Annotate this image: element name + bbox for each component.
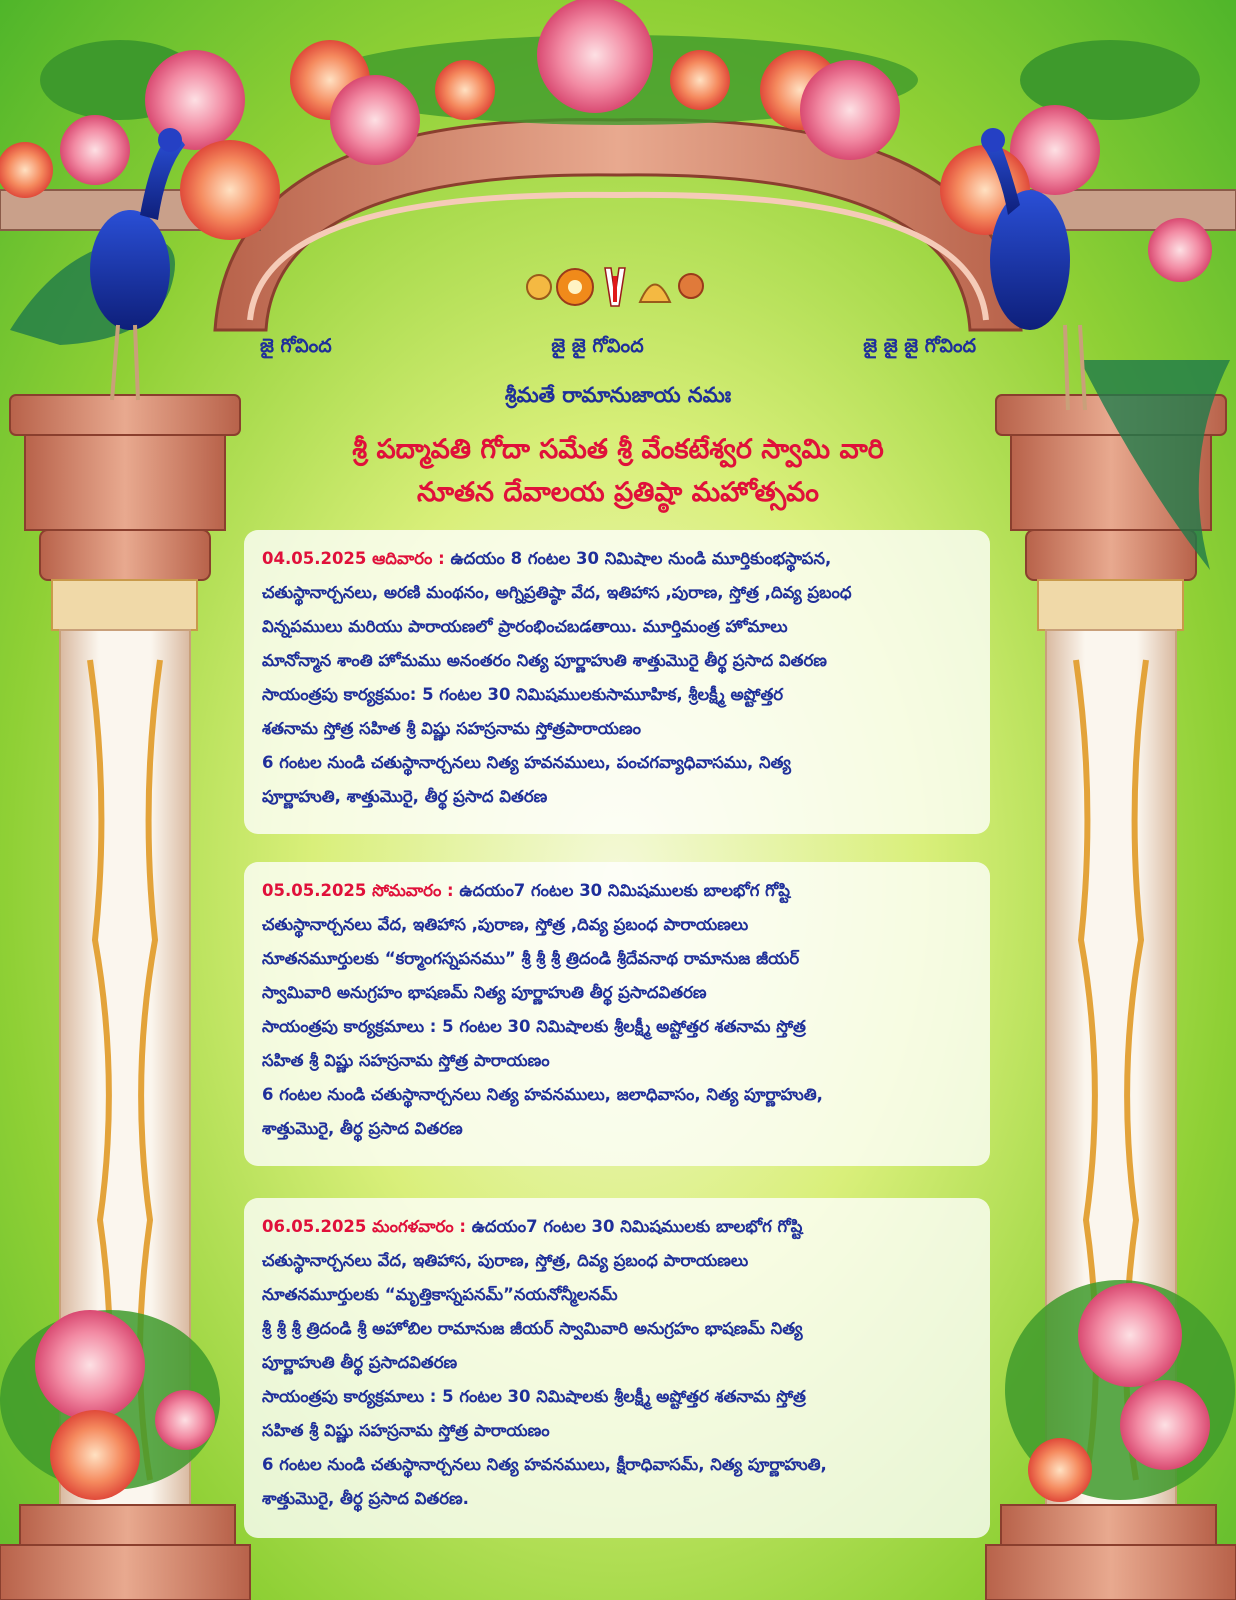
schedule-line: స్వామివారి అనుగ్రహం భాషణమ్ నిత్య పూర్ణాహుతి తీర్థ ప్రసాదవితరణ [262,983,707,1002]
schedule-line: చతుస్థానార్చనలు వేద, ఇతిహాస, పురాణ, స్తోత్ర, దివ్య ప్రబంధ పారాయణలు [262,1251,749,1270]
chant-3: జై జై జై గోవింద [863,335,976,357]
schedule-line: విన్నపములు మరియు పారాయణలో ప్రారంభించబడతాయి. మూర్తిమంత్ర హోమాలు [262,617,788,636]
schedule-line: 04.05.2025 ఆదివారం : ఉదయం 8 గంటల 30 నిమిషాల నుండి మూర్తికుంభస్థాపన, [262,549,832,568]
schedule-panel-day-1 [244,530,990,834]
event-title [0,428,1236,514]
schedule-line: చతుస్థానార్చనలు, అరణి మంథనం, అగ్నిప్రతిష్ఠా వేద, ఇతిహాస ,పురాణ, స్తోత్ర ,దివ్య ప్రబంధ [262,583,852,602]
schedule-line: సాయంత్రపు కార్యక్రమాలు : 5 గంటల 30 నిమిషాలకు శ్రీలక్ష్మీ అష్టోత్తర శతనామ స్తోత్ర [262,1387,806,1406]
schedule-line: చతుస్థానార్చనలు వేద, ఇతిహాస ,పురాణ, స్తోత్ర ,దివ్య ప్రబంధ పారాయణలు [262,915,749,934]
schedule-line: పూర్ణాహుతి, శాత్తుమొరై, తీర్థ ప్రసాద వితరణ [262,787,548,806]
schedule-line: శాత్తుమొరై, తీర్థ ప్రసాద వితరణ. [262,1489,469,1508]
flower-corner-right [1005,1280,1235,1502]
schedule-line: 6 గంటల నుండి చతుస్థానార్చనలు నిత్య హవనములు, జలాధివాసం, నిత్య పూర్ణాహుతి, [262,1085,823,1104]
schedule-line: సహిత శ్రీ విష్ణు సహస్రనామ స్తోత్ర పారాయణం [262,1421,550,1440]
schedule-line: 06.05.2025 మంగళవారం : ఉదయం7 గంటల 30 నిమిషములకు బాలభోగ గోష్టి [262,1217,803,1236]
schedule-line: నూతనమూర్తులకు “మృత్తికాస్నపనమ్”నయనోన్మీలనమ్ [262,1285,618,1304]
schedule-line: సాయంత్రపు కార్యక్రమం: 5 గంటల 30 నిమిషములకుసామూహిక, శ్రీలక్ష్మీ అష్టోత్తర [262,685,784,704]
schedule-line: మానోన్మాన శాంతి హోమము అనంతరం నిత్య పూర్ణాహుతి శాత్తుమొరై తీర్థ ప్రసాద వితరణ [262,651,827,670]
schedule-date: 04.05.2025 ఆదివారం : [262,549,445,568]
title-line-1: శ్రీ పద్మావతి గోదా సమేత శ్రీ వేంకటేశ్వర స్వామి వారి [352,434,884,465]
schedule-line: శాత్తుమొరై, తీర్థ ప్రసాద వితరణ [262,1119,463,1138]
schedule-panel-day-2 [244,862,990,1166]
title-line-2: నూతన దేవాలయ ప్రతిష్ఠా మహోత్సవం [417,477,819,508]
schedule-line: 6 గంటల నుండి చతుస్థానార్చనలు నిత్య హవనములు, క్షీరాధివాసమ్, నిత్య పూర్ణాహుతి, [262,1455,827,1474]
chant-1: జై గోవింద [260,335,332,357]
schedule-panel-day-3 [244,1198,990,1538]
schedule-line: శ్రీ శ్రీ శ్రీ త్రిదండి శ్రీ అహోబిల రామానుజ జీయర్ స్వామివారి అనుగ్రహం భాషణమ్ నిత్య [262,1319,803,1338]
schedule-line: నూతనమూర్తులకు “కర్మాంగస్నపనము” శ్రీ శ్రీ శ్రీ త్రిదండి శ్రీదేవనాథ రామానుజ జీయర్ [262,949,800,968]
schedule-line: సహిత శ్రీ విష్ణు సహస్రనామ స్తోత్ర పారాయణం [262,1051,550,1070]
schedule-date: 06.05.2025 మంగళవారం : [262,1217,466,1236]
chant-2: జై జై గోవింద [551,335,644,357]
schedule-date: 05.05.2025 సోమవారం : [262,881,454,900]
schedule-line: సాయంత్రపు కార్యక్రమాలు : 5 గంటల 30 నిమిషాలకు శ్రీలక్ష్మీ అష్టోత్తర శతనామ స్తోత్ర [262,1017,806,1036]
schedule-line: పూర్ణాహుతి తీర్థ ప్రసాదవితరణ [262,1353,458,1372]
namam-emblem [525,262,705,312]
invocation: శ్రీమతే రామానుజాయ నమః [504,383,732,407]
schedule-line: 6 గంటల నుండి చతుస్థానార్చనలు నిత్య హవనములు, పంచగవ్యాధివాసము, నిత్య [262,753,791,772]
schedule-line: 05.05.2025 సోమవారం : ఉదయం7 గంటల 30 నిమిషములకు బాలభోగ గోష్టి [262,881,791,900]
schedule-line: శతనామ స్తోత్ర సహిత శ్రీ విష్ణు సహస్రనామ స్తోత్రపారాయణం [262,719,641,738]
chant-row [260,335,976,362]
